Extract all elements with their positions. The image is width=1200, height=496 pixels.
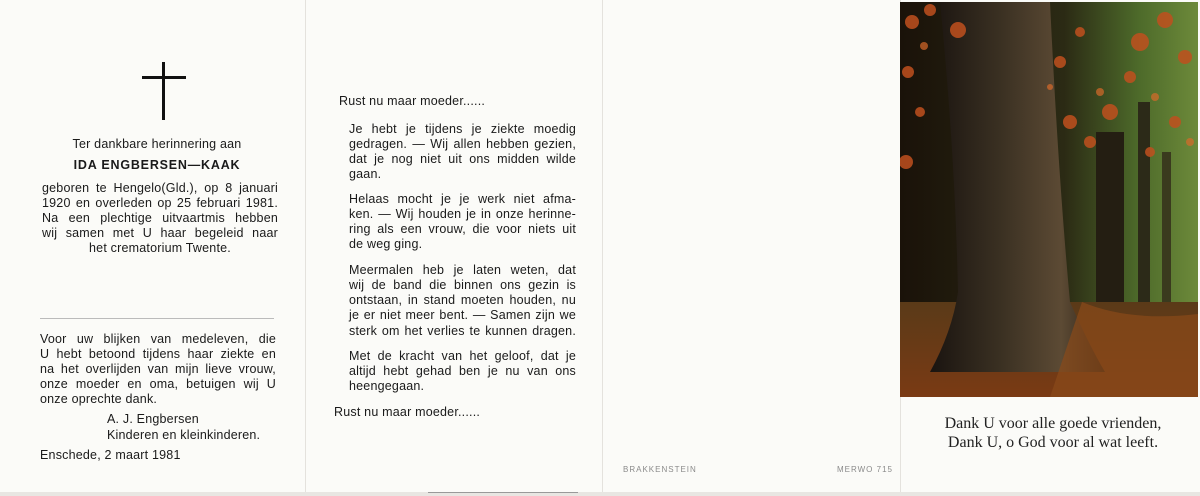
intro-text: Ter dankbare herinnering aan	[72, 137, 242, 151]
signer-name: A. J. Engbersen	[107, 412, 199, 426]
stanza-line: wij de band die binnen ons gezin is	[349, 278, 576, 292]
bio-line: geboren te Hengelo(Gld.), op 8 januari	[42, 181, 278, 195]
deceased-name: IDA ENGBERSEN—KAAK	[73, 158, 241, 172]
stanza-line: gaan.	[349, 167, 382, 181]
fold-mark	[428, 492, 578, 493]
thanks-line: onze oprechte dank.	[40, 392, 158, 406]
stanza-line: altijd hebt gehad ben je nu van ons	[349, 364, 576, 378]
bio-line: wij samen met U haar begeleid naar	[42, 226, 278, 240]
family-line: Kinderen en kleinkinderen.	[107, 428, 261, 442]
poem-line: Dank U, o God voor al wat leeft.	[947, 434, 1159, 451]
stanza-line: Met de kracht van het geloof, dat je	[349, 349, 576, 363]
print-code: MERWO 715	[837, 465, 893, 474]
stanza-line: ken. — Wij houden je in onze herinne-	[349, 207, 576, 221]
stanza-line: heengegaan.	[349, 379, 425, 393]
card-left-panel	[0, 0, 305, 492]
bio-line: Na een plechtige uitvaartmis hebben	[42, 211, 278, 225]
stanza-line: Helaas mocht je je werk niet afma-	[349, 192, 576, 206]
bio-line: het crematorium Twente.	[89, 241, 231, 255]
cross-icon	[142, 62, 186, 120]
closing-line: Rust nu maar moeder......	[334, 405, 481, 419]
card-blank-panel	[602, 0, 901, 492]
stanza-line: Je hebt je tijdens je ziekte moedig	[349, 122, 576, 136]
stanza-line: de weg ging.	[349, 237, 423, 251]
thanks-line: na het overlijden van mijn lieve vrouw,	[40, 362, 276, 376]
bio-line: 1920 en overleden op 25 februari 1981.	[42, 196, 278, 210]
card-poem-panel	[305, 0, 603, 492]
stanza-line: gedragen. — Wij allen hebben gezien,	[349, 137, 576, 151]
thanks-line: Voor uw blijken van medeleven, die	[40, 332, 276, 346]
place-date: Enschede, 2 maart 1981	[40, 448, 181, 462]
opening-line: Rust nu maar moeder......	[339, 94, 486, 108]
stanza-line: dat je nog niet uit ons midden wilde	[349, 152, 576, 166]
thanks-line: onze moeder en oma, betuigen wij U	[40, 377, 276, 391]
stanza-line: sterk om het verlies te kunnen dragen.	[349, 324, 576, 338]
stanza-line: ontstaan, in stand moeten houden, nu	[349, 293, 576, 307]
divider	[40, 318, 274, 319]
printer-mark: BRAKKENSTEIN	[623, 465, 697, 474]
autumn-forest-photo	[900, 2, 1198, 397]
stanza-line: Meermalen heb je laten weten, dat	[349, 263, 576, 277]
stanza-line: ring als een vrouw, die voor niets uit	[349, 222, 576, 236]
thanks-line: U hebt betoond tijdens haar ziekte en	[40, 347, 276, 361]
poem-line: Dank U voor alle goede vrienden,	[944, 415, 1162, 432]
poem-verse	[920, 414, 1186, 452]
stanza-line: je er niet meer bent. — Samen zijn we	[349, 308, 576, 322]
